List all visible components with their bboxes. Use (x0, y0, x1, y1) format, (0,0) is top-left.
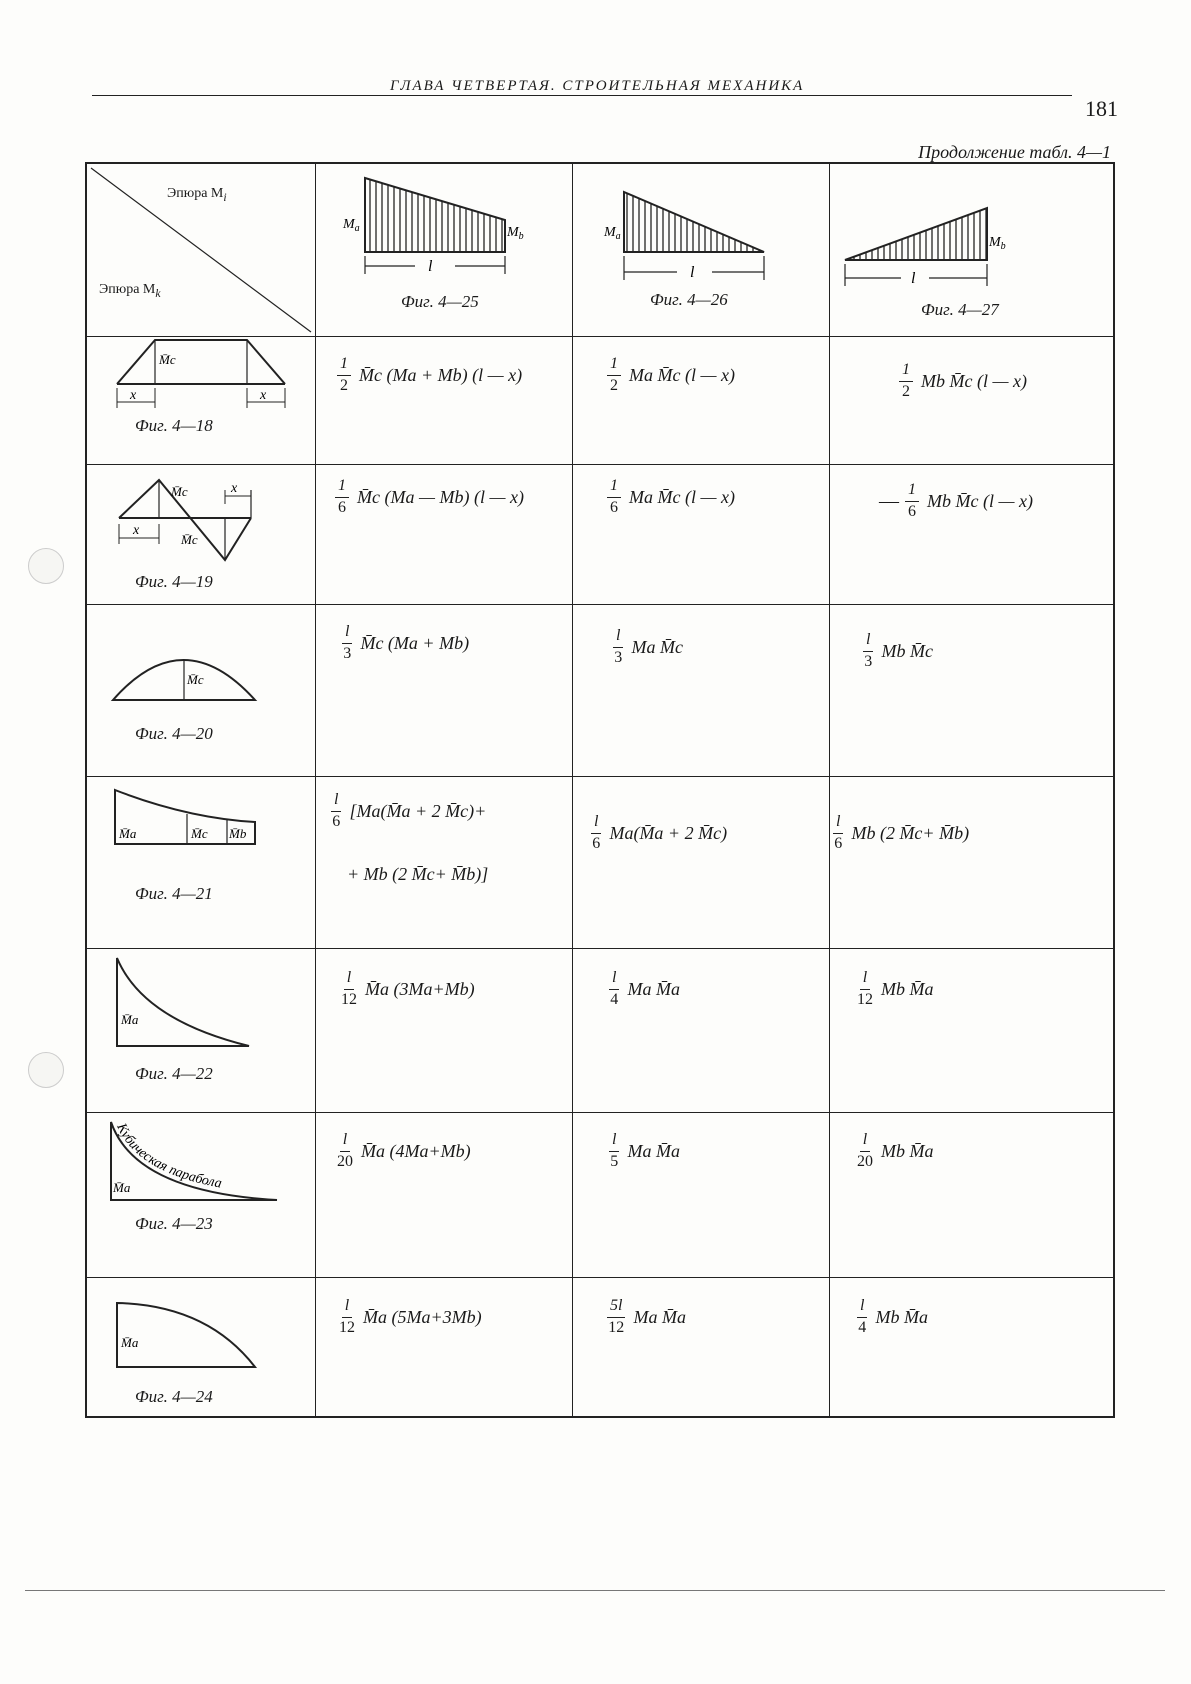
span-label: l (428, 258, 433, 275)
figure-caption: Фиг. 4—27 (921, 300, 999, 319)
formula-cell: $\frac{l}{12}$ M̄a (3Ma+Mb) (341, 969, 475, 1008)
formula-cell: $\frac{l}{4}$ Mb M̄a (858, 1297, 928, 1336)
label-ma: $M_a$ (343, 217, 360, 234)
punch-hole (28, 1052, 64, 1088)
header-rule (92, 95, 1072, 96)
formula-cell: $\frac{1}{2}$ Ma M̄c (l — x) (607, 356, 735, 395)
diagram-label: M̄c (181, 532, 198, 547)
row-fig-4-21 (87, 776, 315, 948)
header-fig-4-27 (829, 164, 1117, 336)
formula-cell: — $\frac{1}{6}$ Mb M̄c (l — x) (879, 481, 1033, 520)
diagram-label: M̄a (121, 1012, 139, 1027)
figure-caption: Фиг. 4—21 (135, 884, 213, 903)
formula-cell: $\frac{l}{6}$ [Ma(M̄a + 2 M̄c)+ (332, 791, 487, 830)
diagram-label: M̄a (121, 1335, 139, 1350)
formula-cell-continuation: + Mb (2 M̄c+ M̄b)] (347, 864, 489, 884)
figure-caption: Фиг. 4—19 (135, 572, 213, 591)
row-fig-4-19 (87, 464, 315, 604)
span-label: l (690, 264, 695, 281)
label-mb: $M_b$ (507, 225, 524, 242)
formula-cell: $\frac{l}{20}$ M̄a (4Ma+Mb) (337, 1131, 471, 1170)
diagram-label: M̄c (159, 352, 176, 367)
formula-cell: $\frac{l}{12}$ M̄a (5Ma+3Mb) (339, 1297, 482, 1336)
label-ma: $M_a$ (604, 225, 621, 242)
corner-label-mi: Эпюра $M_i$ (167, 186, 227, 204)
span-label: l (911, 270, 916, 287)
formula-cell: $\frac{l}{3}$ Mb M̄c (864, 631, 933, 670)
figure-caption: Фиг. 4—25 (401, 292, 479, 311)
curve-label: Кубическая парабола (113, 1121, 223, 1192)
header-fig-4-25 (315, 164, 572, 336)
parabola-diagram (87, 604, 315, 776)
column-divider (572, 164, 573, 1416)
figure-caption: Фиг. 4—23 (135, 1214, 213, 1233)
running-head: ГЛАВА ЧЕТВЕРТАЯ. СТРОИТЕЛЬНАЯ МЕХАНИКА (390, 78, 805, 94)
row-fig-4-22 (87, 948, 315, 1112)
formula-cell: $\frac{l}{6}$ Mb (2 M̄c+ M̄b) (834, 813, 970, 852)
formula-cell: $\frac{l}{20}$ Mb M̄a (857, 1131, 934, 1170)
formula-cell: $\frac{5l}{12}$ Ma M̄a (608, 1297, 686, 1336)
diagram-label: x (133, 523, 140, 538)
formula-cell: $\frac{l}{4}$ Ma M̄a (610, 969, 680, 1008)
row-fig-4-18 (87, 336, 315, 464)
column-divider (829, 164, 830, 1416)
formula-cell: $\frac{l}{3}$ M̄c (Ma + Mb) (343, 623, 470, 662)
table-continuation-label: Продолжение табл. 4—1 (918, 142, 1111, 162)
diagram-label: M̄a (113, 1180, 131, 1195)
scan-footer-line (25, 1590, 1165, 1591)
diagram-label: M̄c (191, 826, 208, 841)
trapezoid-row-diagram (87, 336, 315, 464)
punch-hole (28, 548, 64, 584)
diagram-label: M̄b (229, 826, 247, 841)
figure-caption: Фиг. 4—22 (135, 1064, 213, 1083)
formula-cell: $\frac{l}{3}$ Ma M̄c (614, 627, 683, 666)
concave-curve-diagram (87, 776, 315, 948)
header-fig-4-26 (572, 164, 829, 336)
diagram-label: M̄c (171, 484, 188, 499)
formula-cell: $\frac{1}{2}$ M̄c (Ma + Mb) (l — x) (337, 356, 522, 395)
diagram-label: M̄c (187, 672, 204, 687)
cubic-parabola-diagram (87, 1112, 315, 1277)
formula-cell: $\frac{1}{6}$ M̄c (Ma — Mb) (l — x) (335, 478, 524, 517)
triangle-left-diagram (572, 164, 829, 336)
figure-caption: Фиг. 4—18 (135, 416, 213, 435)
diagram-label: M̄a (119, 826, 137, 841)
row-fig-4-20 (87, 604, 315, 776)
formula-cell: $\frac{1}{6}$ Ma M̄c (l — x) (607, 478, 735, 517)
corner-label-mk: Эпюра $M_k$ (99, 282, 161, 300)
diagram-label: x (130, 388, 137, 403)
column-divider (315, 164, 316, 1416)
diagram-label: x (260, 388, 267, 403)
figure-caption: Фиг. 4—26 (650, 290, 728, 309)
figure-caption: Фиг. 4—20 (135, 724, 213, 743)
formula-cell: $\frac{l}{5}$ Ma M̄a (610, 1131, 680, 1170)
formula-cell: $\frac{l}{6}$ Ma(M̄a + 2 M̄c) (592, 813, 728, 852)
page-number: 181 (1085, 96, 1118, 121)
label-mb: $M_b$ (989, 235, 1006, 252)
diagram-label: x (231, 481, 238, 496)
row-fig-4-23 (87, 1112, 315, 1277)
integration-table (85, 162, 1115, 1418)
quadratic-parabola-diagram (87, 948, 315, 1112)
formula-cell: $\frac{1}{2}$ Mb M̄c (l — x) (899, 362, 1027, 401)
formula-cell: $\frac{l}{12}$ Mb M̄a (857, 969, 934, 1008)
figure-caption: Фиг. 4—24 (135, 1387, 213, 1406)
row-fig-4-24 (87, 1277, 315, 1418)
